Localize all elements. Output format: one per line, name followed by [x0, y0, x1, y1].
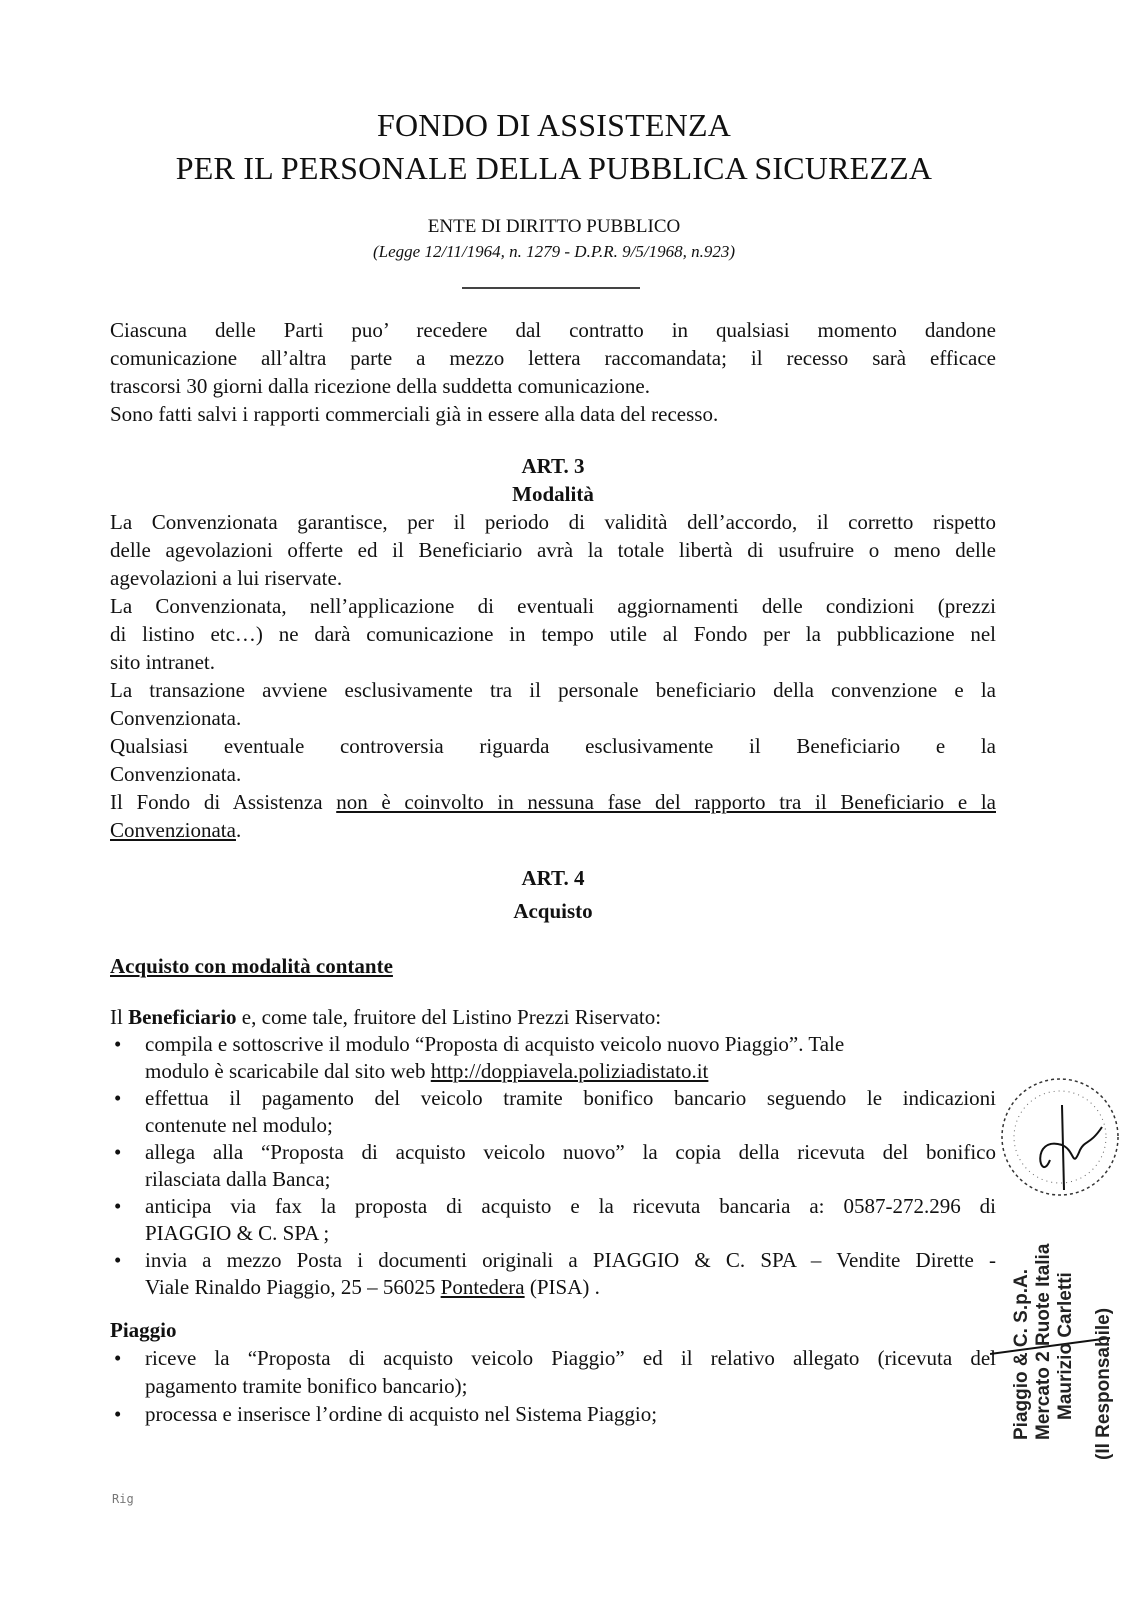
underlined-text: http://doppiavela.poliziadistato.it	[430, 1059, 709, 1083]
bullet-item-line	[110, 1031, 996, 1058]
stamp-division: Mercato 2 Ruote Italia	[1033, 1243, 1054, 1440]
text-segment: trascorsi 30 giorni dalla ricezione della suddetta comunicazione.	[110, 374, 650, 398]
bullet-item-line	[110, 1247, 996, 1274]
text-segment: pagamento tramite bonifico bancario);	[145, 1374, 468, 1398]
text-line	[110, 592, 996, 620]
document-title-line2: PER IL PERSONALE DELLA PUBBLICA SICUREZZA	[175, 150, 933, 186]
document-title-line1: FONDO DI ASSISTENZA	[376, 107, 732, 143]
article-3	[110, 452, 996, 844]
text-line	[110, 760, 996, 788]
text-segment: di listino etc…) ne darà comunicazione in tempo utile al Fondo per la pubblicazione nel	[110, 622, 996, 646]
text-segment: La Convenzionata garantisce, per il periodo di validità dell’accordo, il corretto rispetto	[110, 510, 996, 534]
cash-purchase-heading-text: Acquisto con modalità contante	[110, 954, 393, 978]
text-segment: Convenzionata.	[110, 762, 242, 786]
text-line	[110, 508, 996, 536]
text-segment: comunicazione all’altra parte a mezzo lettera raccomandata; il recesso sarà efficace	[110, 346, 996, 370]
bullet-item-line	[110, 1400, 996, 1428]
text-segment: Convenzionata.	[110, 706, 242, 730]
text-segment: riceve la “Proposta di acquisto veicolo Piaggio” ed il relativo allegato (ricevuta del	[145, 1346, 996, 1370]
text-line	[110, 704, 996, 732]
text-segment: La Convenzionata, nell’applicazione di eventuali aggiornamenti delle condizioni (prezzi	[110, 594, 996, 618]
text-line	[110, 1112, 996, 1139]
bullet-item-line	[110, 1193, 996, 1220]
text-segment: compila e sottoscrive il modulo “Proposta di acquisto veicolo nuovo Piaggio”. Tale	[145, 1032, 845, 1056]
text-segment: agevolazioni a lui riservate.	[110, 566, 343, 590]
text-segment: allega alla “Proposta di acquisto veicolo nuovo” la copia della ricevuta del bonifico	[145, 1140, 996, 1164]
beneficiario-section	[110, 1004, 996, 1301]
text-segment: sito intranet.	[110, 650, 215, 674]
text-line	[110, 372, 996, 400]
text-line	[110, 788, 996, 816]
stamp-person: Maurizio Carletti	[1055, 1272, 1076, 1420]
text-segment: rilasciata dalla Banca;	[145, 1167, 331, 1191]
text-line	[110, 1166, 996, 1193]
text-segment: Viale Rinaldo Piaggio, 25 – 56025	[145, 1275, 441, 1299]
article-heading	[110, 895, 996, 928]
text-segment: anticipa via fax la proposta di acquisto e la ricevuta bancaria a: 0587-272.296 di	[145, 1194, 996, 1218]
text-line	[110, 344, 996, 372]
text-segment: Acquisto	[513, 899, 593, 923]
stamp-company: Piaggio & C. S.p.A.	[1011, 1268, 1032, 1440]
text-line	[110, 648, 996, 676]
text-line	[110, 620, 996, 648]
text-segment: Il	[110, 1005, 129, 1029]
law-reference: (Legge 12/11/1964, n. 1279 - D.P.R. 9/5/1968, n.923)	[372, 242, 735, 261]
article-4-heading	[110, 862, 996, 928]
text-line	[110, 400, 996, 428]
text-line	[110, 564, 996, 592]
piaggio-section	[110, 1316, 996, 1428]
text-segment: .	[235, 818, 242, 842]
text-segment: (PISA) .	[524, 1275, 600, 1299]
text-segment: Sono fatti salvi i rapporti commerciali già in essere alla data del recesso.	[110, 402, 719, 426]
footer-code: Rig	[112, 1492, 134, 1506]
text-segment: effettua il pagamento del veicolo tramite bonifico bancario seguendo le indicazioni	[145, 1086, 996, 1110]
text-segment: Il Fondo di Assistenza	[110, 790, 337, 814]
text-segment: e, come tale, fruitore del Listino Prezzi Riservato:	[236, 1005, 662, 1029]
text-line	[110, 1372, 996, 1400]
underlined-text: Pontedera	[440, 1275, 525, 1299]
text-segment: processa e inserisce l’ordine di acquisto nel Sistema Piaggio;	[145, 1402, 658, 1426]
text-segment: La transazione avviene esclusivamente tra il personale beneficiario della convenzione e la	[110, 678, 996, 702]
text-line	[110, 1274, 996, 1301]
text-line	[110, 676, 996, 704]
text-segment: Beneficiario	[128, 1005, 237, 1029]
text-segment: delle agevolazioni offerte ed il Beneficiario avrà la totale libertà di usufruire o meno delle	[110, 538, 996, 562]
text-segment: Modalità	[512, 482, 594, 506]
recesso-paragraph	[110, 316, 996, 428]
underlined-text: non è coinvolto in nessuna fase del rapporto tra il Beneficiario e la	[336, 790, 996, 814]
cash-purchase-heading	[110, 952, 996, 980]
text-line	[110, 816, 996, 844]
text-line	[110, 316, 996, 344]
text-line	[110, 1316, 996, 1344]
stamp-role: (Il Responsabile)	[1093, 1307, 1114, 1460]
underlined-text: Convenzionata	[110, 818, 236, 842]
text-segment: Piaggio	[110, 1318, 177, 1342]
divider	[462, 287, 640, 289]
text-line	[110, 732, 996, 760]
text-segment: modulo è scaricabile dal sito web	[145, 1059, 431, 1083]
text-segment: PIAGGIO & C. SPA ;	[145, 1221, 330, 1245]
text-line	[110, 1058, 996, 1085]
text-segment: Qualsiasi eventuale controversia riguarda esclusivamente il Beneficiario e la	[110, 734, 996, 758]
bullet-item-line	[110, 1139, 996, 1166]
text-line	[110, 1220, 996, 1247]
text-line	[110, 1004, 996, 1031]
text-line	[110, 536, 996, 564]
entity-label: ENTE DI DIRITTO PUBBLICO	[427, 216, 681, 237]
bullet-item-line	[110, 1085, 996, 1112]
text-segment: ART. 4	[521, 866, 585, 890]
article-heading	[110, 480, 996, 508]
text-segment: invia a mezzo Posta i documenti originali a PIAGGIO & C. SPA – Vendite Dirette -	[145, 1248, 996, 1272]
article-heading	[110, 452, 996, 480]
text-segment: ART. 3	[521, 454, 585, 478]
bullet-item-line	[110, 1344, 996, 1372]
article-heading	[110, 862, 996, 895]
text-segment: contenute nel modulo;	[145, 1113, 333, 1137]
text-segment: Ciascuna delle Parti puo’ recedere dal contratto in qualsiasi momento dandone	[110, 318, 996, 342]
seal-signature-icon	[990, 1075, 1131, 1235]
